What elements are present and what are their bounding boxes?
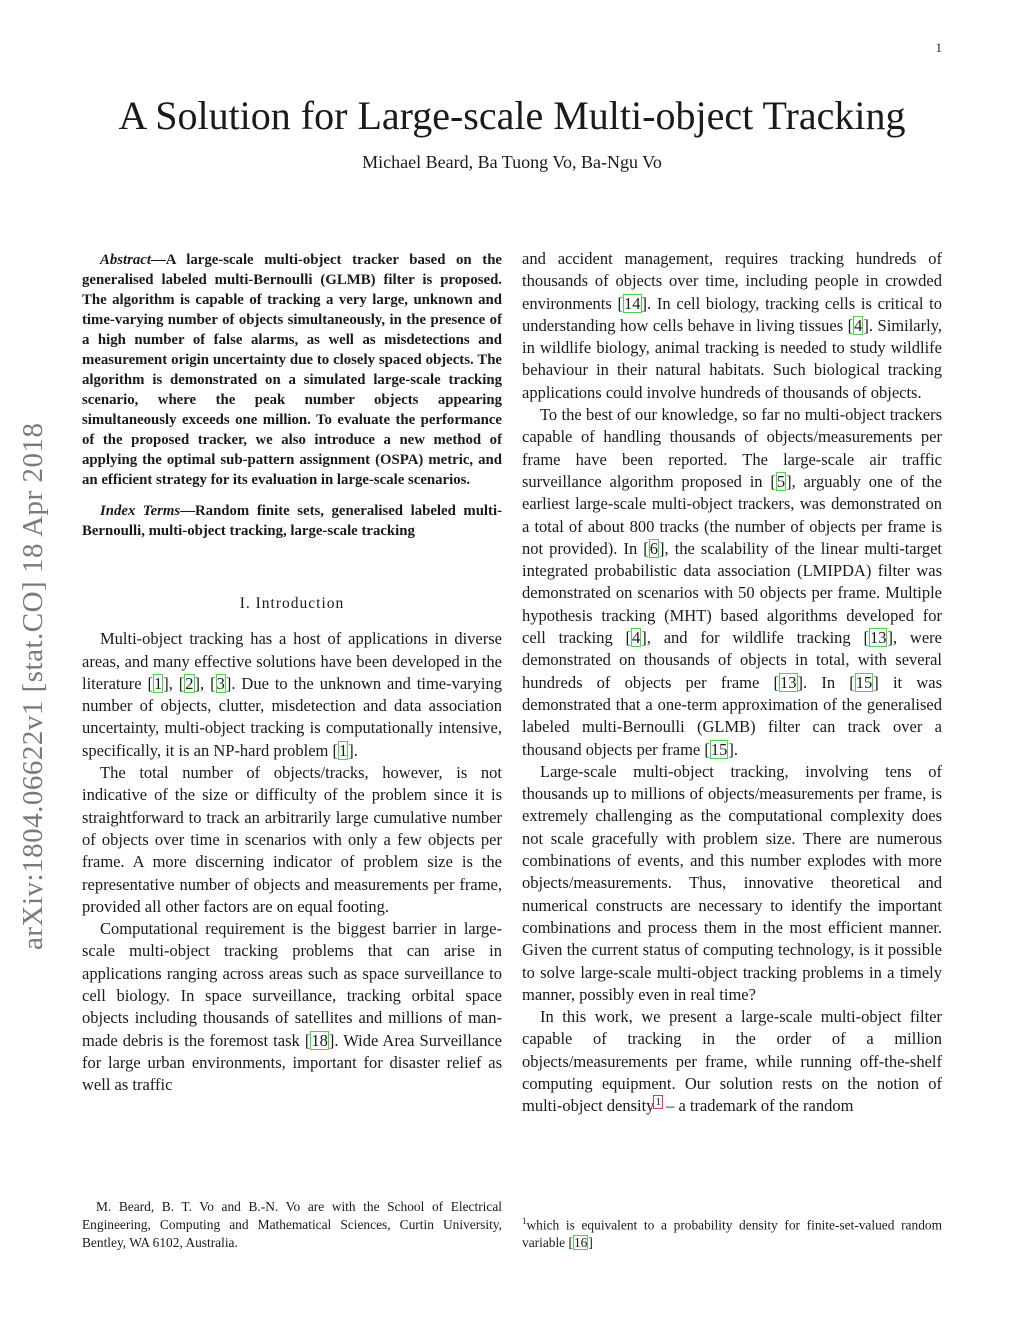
text-run: , arguably one of the earliest large-scale multi-object trackers, was demonstrated on a total of about 800 tracks (the number of objects per frame is not provided). In (522, 471, 942, 558)
citation-link[interactable]: 2 (185, 673, 194, 693)
abstract (82, 250, 502, 490)
citation-link[interactable]: 1 (339, 740, 348, 760)
citation-link[interactable]: 13 (869, 628, 887, 648)
abstract-label: Abstract (100, 252, 151, 268)
citation-link[interactable]: 15 (855, 672, 873, 692)
text-run: , (200, 673, 211, 693)
citation-link[interactable]: 6 (649, 538, 659, 558)
citation-link[interactable]: 4 (632, 628, 641, 648)
intro-paragraph-7 (522, 1006, 942, 1117)
citation-link[interactable]: 18 (311, 1030, 328, 1050)
text-run: , (168, 673, 179, 693)
citation-link[interactable]: 1 (153, 673, 163, 693)
text-run: . Due to the unknown and time-varying number of objects, clutter, misdetection and data association uncertainty, multi-object tracking is computationally intensive, specifically, it is an NP-hard problem (82, 673, 503, 760)
citation-link[interactable]: 14 (624, 293, 641, 313)
citation-link[interactable]: 16 (573, 1235, 588, 1251)
text-run: , were demonstrated on thousands of objects in total, with several hundreds of objects per frame (522, 628, 942, 692)
intro-paragraph-2: The total number of objects/tracks, however, is not indicative of the size or difficulty of the problem since it is straightforward to track an arbitrarily large cumulative number of objects over time in scenarios with only a few objects per frame. A more discerning indicator of problem size is the representative number of objects and measurements per frame, provided all other factors are on equal footing. (82, 763, 502, 916)
text-run: To the best of our knowledge, so far no multi-object trackers capable of handling thousands of objects/measurements per frame have been reported. The large-scale air traffic surveillance algorithm proposed in (522, 405, 942, 491)
intro-paragraph-4: and accident management, requires tracking hundreds of thousands of objects over time, including people in crowded environments [14]. In cell biology, tracking cells is critical to understanding how cells behave in living tissues [4]. Similarly, in wildlife biology, animal tracking is needed to study wildlife behaviour in their natural habitats. Such biological tracking applications could involve hundreds of thousands of objects. (522, 249, 942, 402)
page-number: 1 (935, 40, 942, 55)
text-run: . (733, 739, 738, 759)
paper-title: A Solution for Large-scale Multi-object Tracking (118, 93, 906, 138)
left-column (82, 250, 502, 1097)
text-run: , the scalability of the linear multi-target integrated probabilistic data association (LMIPDA) filter was demonstrated on scenarios with 50 objects per frame. Multiple hypothesis tracking (MHT) based algorithms developed for cell tracking (522, 538, 942, 648)
text-run: . In cell biology, tracking cells is critical to understanding how cells behave in living tissues (522, 293, 942, 335)
text-run: . (353, 740, 358, 760)
citation-link[interactable]: 13 (780, 672, 797, 692)
footnote-affiliation: M. Beard, B. T. Vo and B.-N. Vo are with the School of Electrical Engineering, Computing and Mathematical Sciences, Curtin University, Bentley, WA 6102, Australia. (82, 1199, 502, 1250)
text-run: . Similarly, in wildlife biology, animal tracking is needed to study wildlife behaviour in their natural habitats. Such biological tracking applications could involve hundreds of thousands of objects. (522, 315, 942, 402)
text-run: Computational requirement is the biggest barrier in large-scale multi-object tracking problems that can arise in applications ranging across areas such as space surveillance to cell biology. In space surveillance, tracking orbital space objects including thousands of satellites and millions of man-made debris is the foremost task (82, 919, 502, 1050)
intro-paragraph-3: Computational requirement is the biggest barrier in large-scale multi-object tracking problems that can arise in applications ranging across areas such as space surveillance to cell biology. In space surveillance, tracking orbital space objects including thousands of satellites and millions of man-made debris is the foremost task [18]. Wide Area Surveillance for large urban environments, important for disaster relief as well as traffic (82, 919, 503, 1095)
section-heading: I. Introduction (239, 595, 345, 612)
paper-authors: Michael Beard, Ba Tuong Vo, Ba-Ngu Vo (362, 152, 662, 172)
footnote-link[interactable]: 1 (655, 1095, 661, 1108)
intro-paragraph-5: To the best of our knowledge, so far no multi-object trackers capable of handling thousands of objects/measurements per frame have been reported. The large-scale air traffic surveillance algorithm proposed in [5], arguably one of the earliest large-scale multi-object trackers, was demonstrated on a total of about 800 tracks (the number of objects per frame is not provided). In [6], the scalability of the linear multi-target integrated probabilistic data association (LMIPDA) filter was demonstrated on scenarios with 50 objects per frame. Multiple hypothesis tracking (MHT) based algorithms developed for cell tracking [4], and for wildlife tracking [13], were demonstrated on thousands of objects in total, with several hundreds of objects per frame [13]. In [15] it was demonstrated that a one-term approximation of the generalised labeled multi-Bernoulli (GLMB) filter can track over a thousand objects per frame [15]. (522, 405, 942, 759)
text-run: . Wide Area Surveillance for large urban environments, important for disaster relief as well as traffic (82, 1030, 503, 1095)
text-run: In this work, we present a large-scale multi-object filter capable of tracking in the order of a million objects/measurements per frame, while running off-the-shelf computing equipment. Our solution rests on the notion of multi-object density (522, 1007, 942, 1116)
footnote-text: which is equivalent to a probability density for finite-set-valued random variable (522, 1217, 942, 1251)
citation-link[interactable]: 5 (776, 471, 786, 491)
text-run: – a trademark of the random (661, 1096, 854, 1116)
index-terms-text: —Random finite sets, generalised labeled multi-Bernoulli, multi-object tracking, large-scale tracking (82, 503, 502, 539)
citation-link[interactable]: 3 (216, 673, 225, 693)
text-run: . In (803, 672, 850, 692)
intro-paragraph-6: Large-scale multi-object tracking, involving tens of thousands up to millions of objects/measurements per frame, is extremely challenging as the computational complexity does not scale gracefully with problem size. There are numerous combinations of events, and this number explodes with more objects/measurements. Thus, innovative theoretical and numerical constructs are necessary to identify the important combinations and process them in the most efficient manner. Given the current status of computing technology, is it possible to solve large-scale multi-object tracking problems in a timely manner, possibly even in real time? (522, 761, 942, 1004)
text-run: and accident management, requires tracking hundreds of thousands of objects over time, including people in crowded environments (522, 249, 942, 313)
footnote-1: $^1$which is equivalent to a probability density for finite-set-valued random variable [16] (522, 1216, 942, 1251)
index-terms-label: Index Terms (100, 503, 181, 519)
text-run: , and for wildlife tracking (646, 628, 864, 648)
citation-link[interactable]: 4 (854, 315, 863, 335)
citation-link[interactable]: 15 (710, 739, 728, 759)
footnote-mark: 1 (522, 1216, 527, 1226)
index-terms (82, 501, 502, 541)
abstract-text: —A large-scale multi-object tracker based on the generalised labeled multi-Bernoulli (GLMB) filter is proposed. The algorithm is capable of tracking a very large, unknown and time-varying number of objects simultaneously, in the presence of a high number of false alarms, as well as misdetections and measurement origin uncertainty due to closely spaced objects. The algorithm is demonstrated on a simulated large-scale tracking scenario, where the peak number objects appearing simultaneously exceeds one million. To evaluate the performance of the proposed tracker, we also introduce a new method of applying the optimal sub-pattern assignment (OSPA) metric, and an efficient strategy for its evaluation in large-scale scenarios. (82, 252, 502, 488)
intro-paragraph-1: Multi-object tracking has a host of applications in diverse areas, and many effective solutions have been developed in the literature [1], [2], [3]. Due to the unknown and time-varying number of objects, clutter, misdetection and data association uncertainty, multi-object tracking is computationally intensive, specifically, it is an NP-hard problem [1]. (82, 629, 503, 760)
right-column (522, 248, 942, 1118)
arxiv-stamp: arXiv:1804.06622v1 [stat.CO] 18 Apr 2018 (17, 422, 49, 950)
text-run: it was demonstrated that a one-term approximation of the generalised labeled multi-Bernoulli (GLMB) filter can track over a thousand objects per frame (522, 672, 942, 759)
text-run: Multi-object tracking has a host of applications in diverse areas, and many effective solutions have been developed in the literature (82, 629, 502, 693)
